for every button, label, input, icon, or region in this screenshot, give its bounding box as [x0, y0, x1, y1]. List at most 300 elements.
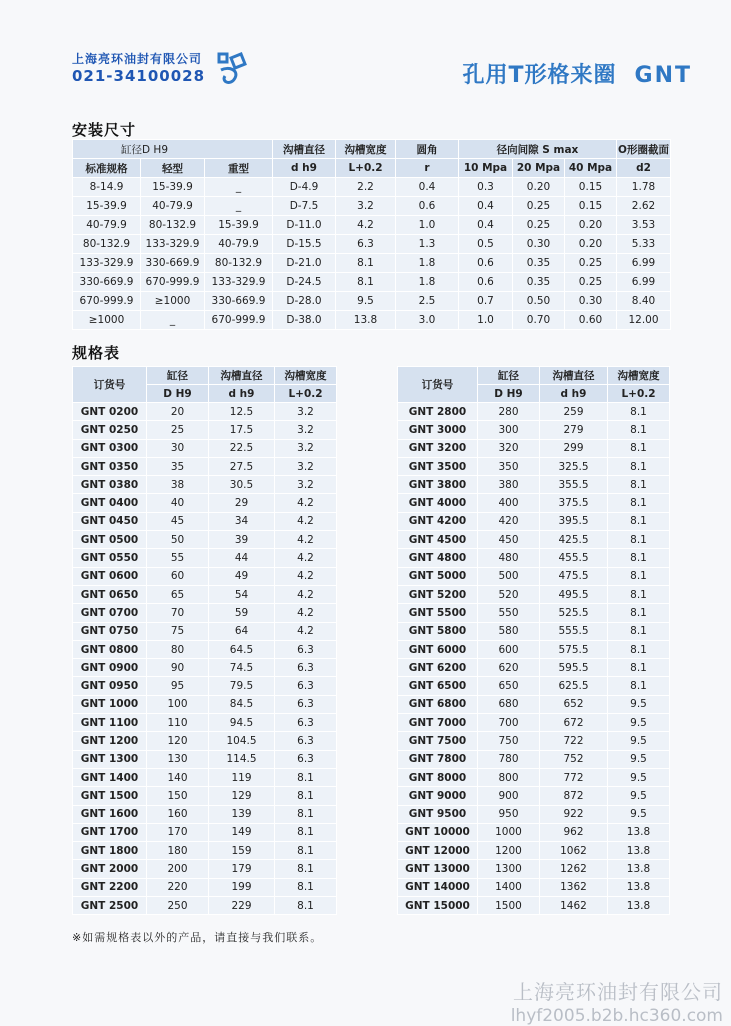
table-row: [73, 512, 337, 530]
table-cell: 355.5: [540, 476, 608, 494]
table-cell: 3.2: [275, 403, 337, 421]
product-name: 孔用T形格来圈: [462, 63, 617, 88]
order-number-cell: GNT 0900: [73, 659, 147, 677]
order-number-cell: GNT 4200: [398, 512, 478, 530]
install-subheader: d h9: [273, 159, 336, 178]
width-tolerance-header: L+0.2: [608, 385, 670, 403]
order-number-cell: GNT 5500: [398, 604, 478, 622]
table-cell: 45: [147, 512, 209, 530]
table-cell: 700: [478, 714, 540, 732]
bore-header: 缸径: [147, 367, 209, 385]
table-cell: 8.1: [608, 677, 670, 695]
table-cell: 15-39.9: [141, 178, 205, 197]
table-cell: 133-329.9: [205, 273, 273, 292]
table-cell: 13.8: [608, 860, 670, 878]
table-cell: 0.4: [459, 216, 513, 235]
table-row: [73, 549, 337, 567]
table-cell: 22.5: [209, 439, 275, 457]
table-cell: 13.8: [608, 823, 670, 841]
table-cell: 13.8: [608, 878, 670, 896]
table-cell: 0.30: [513, 235, 565, 254]
table-cell: D-7.5: [273, 197, 336, 216]
table-row: [73, 531, 337, 549]
order-number-cell: GNT 7000: [398, 714, 478, 732]
table-cell: 133-329.9: [73, 254, 141, 273]
order-number-cell: GNT 1700: [73, 823, 147, 841]
order-number-cell: GNT 4500: [398, 531, 478, 549]
table-cell: 722: [540, 732, 608, 750]
table-row: [73, 842, 337, 860]
order-number-cell: GNT 6000: [398, 640, 478, 658]
table-cell: 300: [478, 421, 540, 439]
table-cell: 35: [147, 457, 209, 475]
table-row: [73, 585, 337, 603]
table-row: [73, 714, 337, 732]
install-subheader: r: [396, 159, 459, 178]
table-cell: 80: [147, 640, 209, 658]
table-cell: 80-132.9: [205, 254, 273, 273]
table-cell: 110: [147, 714, 209, 732]
table-cell: 320: [478, 439, 540, 457]
table-cell: 0.3: [459, 178, 513, 197]
table-cell: 280: [478, 403, 540, 421]
table-cell: 1.8: [396, 273, 459, 292]
table-cell: 625.5: [540, 677, 608, 695]
company-phone: 021-34100028: [72, 67, 206, 85]
table-cell: 0.35: [513, 273, 565, 292]
table-row: [398, 750, 670, 768]
table-cell: 50: [147, 531, 209, 549]
table-cell: 0.20: [565, 216, 617, 235]
table-cell: 680: [478, 695, 540, 713]
table-cell: 3.53: [617, 216, 671, 235]
table-cell: 60: [147, 567, 209, 585]
table-cell: 670-999.9: [73, 292, 141, 311]
table-cell: 4.2: [275, 604, 337, 622]
table-cell: 49: [209, 567, 275, 585]
table-cell: 27.5: [209, 457, 275, 475]
table-row: [73, 273, 671, 292]
table-row: [398, 585, 670, 603]
table-cell: 80-132.9: [141, 216, 205, 235]
order-number-cell: GNT 2000: [73, 860, 147, 878]
table-cell: 8.1: [608, 604, 670, 622]
order-number-header: 订货号: [398, 367, 478, 403]
table-cell: 9.5: [336, 292, 396, 311]
watermark-company: 上海亮环油封有限公司: [513, 980, 723, 1004]
table-row: [73, 178, 671, 197]
install-header-row-1: [73, 140, 671, 159]
table-cell: 1062: [540, 842, 608, 860]
table-cell: 12.5: [209, 403, 275, 421]
order-number-cell: GNT 0450: [73, 512, 147, 530]
table-cell: 800: [478, 768, 540, 786]
groove-width-header: 沟槽宽度: [608, 367, 670, 385]
table-cell: 5.33: [617, 235, 671, 254]
install-subheader: 40 Mpa: [565, 159, 617, 178]
table-cell: D-21.0: [273, 254, 336, 273]
table-cell: 575.5: [540, 640, 608, 658]
table-cell: 4.2: [275, 549, 337, 567]
table-cell: 0.6: [396, 197, 459, 216]
table-cell: 0.35: [513, 254, 565, 273]
table-cell: 375.5: [540, 494, 608, 512]
company-logo-icon: [215, 48, 249, 88]
table-cell: 8.40: [617, 292, 671, 311]
watermark: [511, 976, 723, 1026]
table-row: [73, 567, 337, 585]
table-cell: 40-79.9: [141, 197, 205, 216]
table-cell: 1400: [478, 878, 540, 896]
table-cell: 29: [209, 494, 275, 512]
order-number-cell: GNT 12000: [398, 842, 478, 860]
table-row: [398, 439, 670, 457]
table-cell: 0.5: [459, 235, 513, 254]
table-cell: 1.3: [396, 235, 459, 254]
table-cell: 0.7: [459, 292, 513, 311]
table-cell: 330-669.9: [141, 254, 205, 273]
order-number-cell: GNT 0200: [73, 403, 147, 421]
order-number-cell: GNT 0500: [73, 531, 147, 549]
order-number-cell: GNT 0600: [73, 567, 147, 585]
table-cell: 555.5: [540, 622, 608, 640]
install-header-row-2: [73, 159, 671, 178]
table-cell: 480: [478, 549, 540, 567]
install-dimensions-table: [72, 139, 671, 330]
table-row: [398, 604, 670, 622]
order-number-cell: GNT 1600: [73, 805, 147, 823]
table-cell: 30: [147, 439, 209, 457]
bore-header: 缸径D H9: [73, 140, 273, 159]
table-row: [73, 640, 337, 658]
table-cell: 0.50: [513, 292, 565, 311]
table-cell: 44: [209, 549, 275, 567]
table-cell: 64.5: [209, 640, 275, 658]
order-number-cell: GNT 0800: [73, 640, 147, 658]
order-number-cell: GNT 1300: [73, 750, 147, 768]
table-cell: 94.5: [209, 714, 275, 732]
table-cell: 4.2: [275, 585, 337, 603]
table-cell: 1.78: [617, 178, 671, 197]
contact-note: ※如需规格表以外的产品，请直接与我们联系。: [72, 931, 323, 944]
table-cell: 95: [147, 677, 209, 695]
table-cell: 580: [478, 622, 540, 640]
order-number-cell: GNT 7500: [398, 732, 478, 750]
table-row: [398, 677, 670, 695]
groove-diameter-header: 沟槽直径: [209, 367, 275, 385]
company-name: 上海亮环油封有限公司: [72, 52, 203, 66]
table-cell: 59: [209, 604, 275, 622]
table-cell: 75: [147, 622, 209, 640]
table-cell: 650: [478, 677, 540, 695]
table-cell: 420: [478, 512, 540, 530]
order-number-cell: GNT 2800: [398, 403, 478, 421]
order-number-cell: GNT 1800: [73, 842, 147, 860]
table-row: [398, 842, 670, 860]
table-cell: 8.1: [608, 549, 670, 567]
table-cell: 9.5: [608, 714, 670, 732]
order-number-cell: GNT 1500: [73, 787, 147, 805]
order-number-cell: GNT 6500: [398, 677, 478, 695]
table-cell: 1362: [540, 878, 608, 896]
table-row: [398, 457, 670, 475]
table-cell: 8.1: [608, 640, 670, 658]
table-cell: 620: [478, 659, 540, 677]
table-cell: 8.1: [608, 531, 670, 549]
table-cell: 9.5: [608, 695, 670, 713]
table-row: [73, 254, 671, 273]
table-cell: 15-39.9: [205, 216, 273, 235]
table-cell: 54: [209, 585, 275, 603]
table-row: [398, 659, 670, 677]
table-cell: 0.20: [565, 235, 617, 254]
table-cell: 4.2: [275, 567, 337, 585]
table-row: [73, 823, 337, 841]
table-cell: 8.1: [608, 457, 670, 475]
order-number-cell: GNT 0950: [73, 677, 147, 695]
table-row: [73, 805, 337, 823]
table-cell: 0.25: [513, 216, 565, 235]
table-row: [73, 494, 337, 512]
table-row: [398, 567, 670, 585]
table-cell: 0.15: [565, 178, 617, 197]
table-cell: 0.6: [459, 254, 513, 273]
table-cell: 279: [540, 421, 608, 439]
order-number-cell: GNT 10000: [398, 823, 478, 841]
table-row: [73, 421, 337, 439]
table-cell: 8.1: [275, 823, 337, 841]
install-subheader: 标准规格: [73, 159, 141, 178]
table-cell: 8.1: [608, 567, 670, 585]
table-cell: 8.1: [608, 585, 670, 603]
table-row: [73, 403, 337, 421]
table-row: [73, 695, 337, 713]
groove-width-header: 沟槽宽度: [336, 140, 396, 159]
table-row: [398, 421, 670, 439]
table-cell: 6.99: [617, 254, 671, 273]
table-cell: 0.15: [565, 197, 617, 216]
table-cell: 395.5: [540, 512, 608, 530]
table-cell: D-24.5: [273, 273, 336, 292]
table-row: [398, 494, 670, 512]
order-number-cell: GNT 0750: [73, 622, 147, 640]
table-cell: 380: [478, 476, 540, 494]
table-cell: 9.5: [608, 805, 670, 823]
table-cell: 325.5: [540, 457, 608, 475]
install-section-title: 安装尺寸: [72, 121, 137, 139]
table-cell: 159: [209, 842, 275, 860]
table-row: [398, 787, 670, 805]
table-cell: D-4.9: [273, 178, 336, 197]
table-cell: 8.1: [608, 494, 670, 512]
table-row: [73, 732, 337, 750]
table-row: [73, 311, 671, 330]
table-row: [73, 860, 337, 878]
table-cell: 780: [478, 750, 540, 768]
table-cell: 13.8: [336, 311, 396, 330]
table-cell: 3.2: [336, 197, 396, 216]
table-cell: ≥1000: [73, 311, 141, 330]
table-row: [73, 216, 671, 235]
table-cell: 2.5: [396, 292, 459, 311]
table-row: [398, 897, 670, 915]
table-cell: 12.00: [617, 311, 671, 330]
table-cell: 1.0: [459, 311, 513, 330]
table-cell: 520: [478, 585, 540, 603]
table-cell: 672: [540, 714, 608, 732]
table-cell: 350: [478, 457, 540, 475]
order-number-cell: GNT 4800: [398, 549, 478, 567]
table-cell: 17.5: [209, 421, 275, 439]
table-row: [73, 292, 671, 311]
table-cell: 119: [209, 768, 275, 786]
table-cell: 0.25: [565, 254, 617, 273]
table-row: [73, 476, 337, 494]
table-cell: 40-79.9: [73, 216, 141, 235]
table-row: [398, 823, 670, 841]
table-cell: 752: [540, 750, 608, 768]
bore-tolerance-header: D H9: [478, 385, 540, 403]
table-cell: 500: [478, 567, 540, 585]
table-row: [398, 714, 670, 732]
bore-header: 缸径: [478, 367, 540, 385]
order-number-cell: GNT 3200: [398, 439, 478, 457]
table-row: [73, 659, 337, 677]
groove-tolerance-header: d h9: [540, 385, 608, 403]
width-tolerance-header: L+0.2: [275, 385, 337, 403]
table-cell: 330-669.9: [73, 273, 141, 292]
table-row: [73, 457, 337, 475]
table-cell: 6.3: [275, 714, 337, 732]
table-cell: 70: [147, 604, 209, 622]
product-code: GNT: [634, 63, 692, 88]
table-cell: 425.5: [540, 531, 608, 549]
table-cell: 0.25: [513, 197, 565, 216]
table-cell: 0.20: [513, 178, 565, 197]
table-cell: D-38.0: [273, 311, 336, 330]
order-number-cell: GNT 5800: [398, 622, 478, 640]
table-cell: 8.1: [275, 878, 337, 896]
product-title: [463, 58, 693, 89]
spec-table-right: [397, 366, 670, 915]
groove-width-header: 沟槽宽度: [275, 367, 337, 385]
table-row: [73, 878, 337, 896]
table-cell: 8.1: [275, 842, 337, 860]
table-cell: 652: [540, 695, 608, 713]
table-cell: 259: [540, 403, 608, 421]
table-cell: 670-999.9: [141, 273, 205, 292]
table-row: [398, 531, 670, 549]
order-number-header: 订货号: [73, 367, 147, 403]
order-number-cell: GNT 3800: [398, 476, 478, 494]
table-cell: 170: [147, 823, 209, 841]
table-cell: 9.5: [608, 750, 670, 768]
table-cell: 6.3: [275, 695, 337, 713]
order-number-cell: GNT 5200: [398, 585, 478, 603]
table-row: [73, 604, 337, 622]
order-number-cell: GNT 0380: [73, 476, 147, 494]
table-cell: 0.25: [565, 273, 617, 292]
bore-tolerance-header: D H9: [147, 385, 209, 403]
table-cell: 4.2: [275, 531, 337, 549]
table-cell: 34: [209, 512, 275, 530]
install-subheader: 重型: [205, 159, 273, 178]
table-cell: 1500: [478, 897, 540, 915]
table-cell: 6.3: [275, 659, 337, 677]
order-number-cell: GNT 0300: [73, 439, 147, 457]
table-cell: 550: [478, 604, 540, 622]
install-subheader: 10 Mpa: [459, 159, 513, 178]
table-cell: 0.4: [396, 178, 459, 197]
table-cell: 330-669.9: [205, 292, 273, 311]
order-number-cell: GNT 0700: [73, 604, 147, 622]
table-cell: ≥1000: [141, 292, 205, 311]
table-cell: 1.0: [396, 216, 459, 235]
table-cell: 64: [209, 622, 275, 640]
radial-clearance-header: 径向间隙 S max: [459, 140, 617, 159]
table-cell: 1200: [478, 842, 540, 860]
order-number-cell: GNT 7800: [398, 750, 478, 768]
table-cell: 900: [478, 787, 540, 805]
table-cell: D-11.0: [273, 216, 336, 235]
table-row: [73, 677, 337, 695]
table-cell: 495.5: [540, 585, 608, 603]
table-cell: 40-79.9: [205, 235, 273, 254]
page-header: [72, 40, 692, 100]
table-cell: 6.3: [275, 677, 337, 695]
order-number-cell: GNT 14000: [398, 878, 478, 896]
table-cell: 30.5: [209, 476, 275, 494]
table-cell: 55: [147, 549, 209, 567]
table-cell: 3.2: [275, 476, 337, 494]
groove-tolerance-header: d h9: [209, 385, 275, 403]
order-number-cell: GNT 3000: [398, 421, 478, 439]
order-number-cell: GNT 2500: [73, 897, 147, 915]
table-cell: 4.2: [336, 216, 396, 235]
table-cell: 220: [147, 878, 209, 896]
table-row: [398, 695, 670, 713]
order-number-cell: GNT 15000: [398, 897, 478, 915]
order-number-cell: GNT 0350: [73, 457, 147, 475]
order-number-cell: GNT 1200: [73, 732, 147, 750]
table-cell: 79.5: [209, 677, 275, 695]
table-cell: 80-132.9: [73, 235, 141, 254]
table-row: [73, 197, 671, 216]
table-cell: 180: [147, 842, 209, 860]
spec-section-title: 规格表: [72, 344, 121, 362]
install-subheader: 20 Mpa: [513, 159, 565, 178]
table-cell: 8.1: [608, 403, 670, 421]
order-number-cell: GNT 0550: [73, 549, 147, 567]
table-cell: 922: [540, 805, 608, 823]
table-cell: 8.1: [608, 622, 670, 640]
table-cell: 400: [478, 494, 540, 512]
table-cell: 8.1: [275, 787, 337, 805]
table-cell: 8.1: [275, 860, 337, 878]
table-cell: 3.0: [396, 311, 459, 330]
table-cell: 0.60: [565, 311, 617, 330]
table-row: [73, 897, 337, 915]
table-cell: 8.1: [275, 805, 337, 823]
install-subheader: d2: [617, 159, 671, 178]
table-cell: 6.3: [275, 750, 337, 768]
table-cell: 8.1: [336, 273, 396, 292]
table-row: [398, 732, 670, 750]
table-cell: 750: [478, 732, 540, 750]
table-row: [398, 549, 670, 567]
table-row: [398, 640, 670, 658]
table-cell: 0.70: [513, 311, 565, 330]
